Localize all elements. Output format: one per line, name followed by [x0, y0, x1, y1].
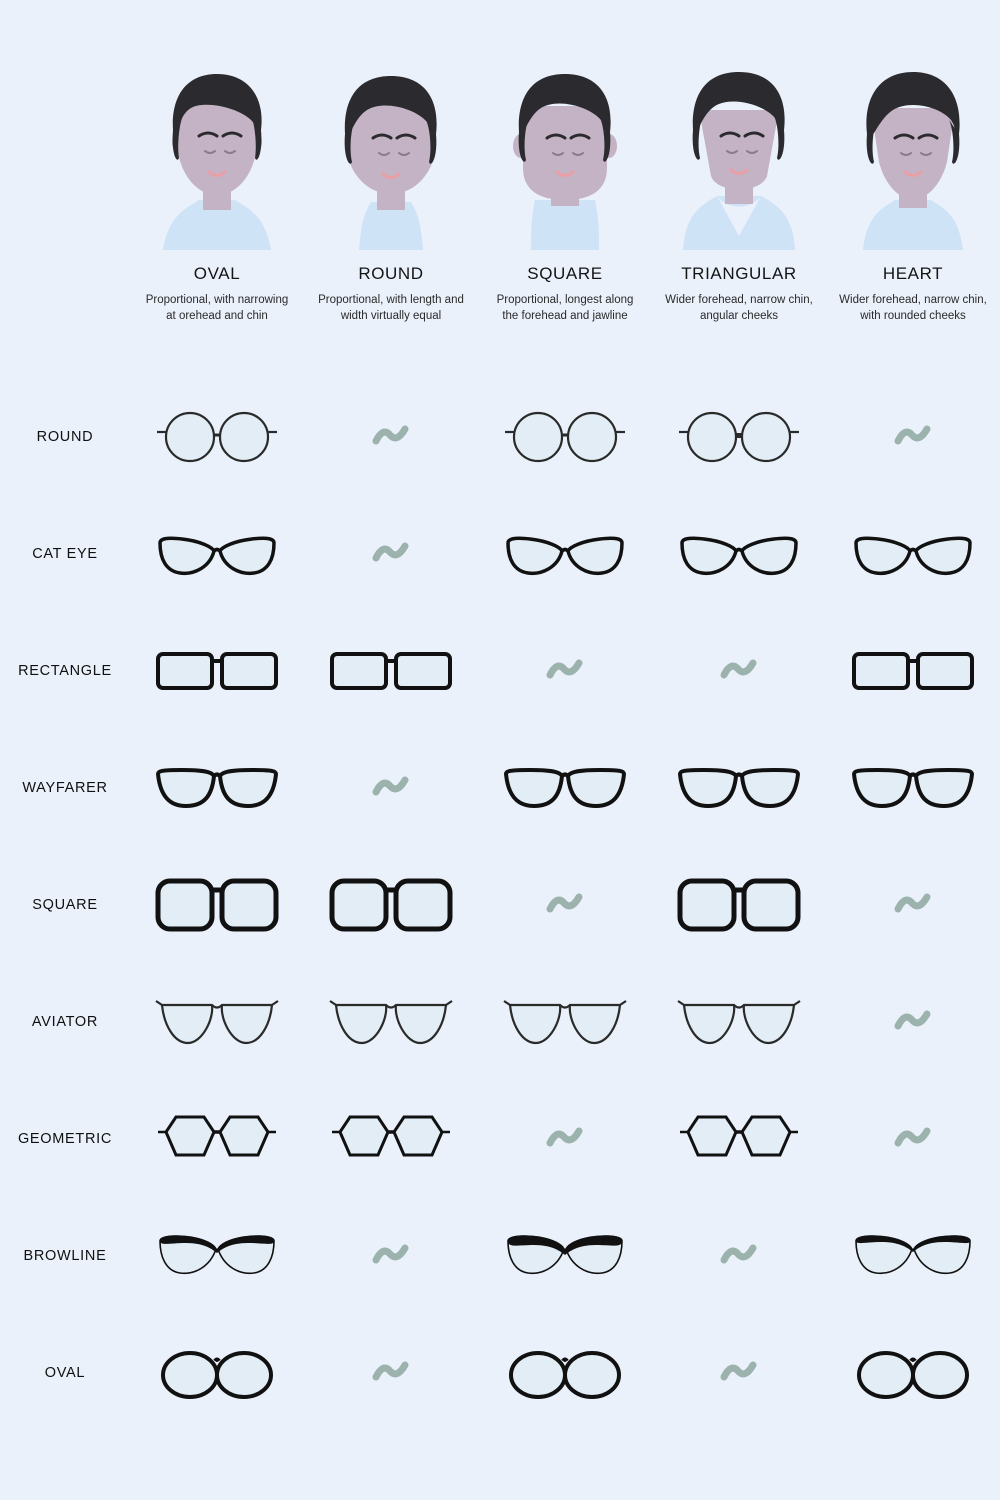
- cell-geometric-triangular: [652, 1080, 826, 1197]
- cell-oval-square: [478, 1314, 652, 1431]
- glasses-rectangle-icon: [848, 645, 978, 697]
- glasses-square-icon: [326, 874, 456, 936]
- frame-row-rectangle: [0, 612, 1000, 729]
- glasses-aviator-icon: [676, 995, 802, 1049]
- glasses-rectangle-icon: [152, 645, 282, 697]
- no-match-icon: [371, 1356, 411, 1390]
- cell-rectangle-oval: [130, 612, 304, 729]
- cell-rectangle-triangular: [652, 612, 826, 729]
- row-label: AVIATOR: [31, 1013, 99, 1030]
- no-match-icon: [893, 1122, 933, 1156]
- glasses-oval-icon: [853, 1345, 973, 1401]
- glasses-aviator-icon: [502, 995, 628, 1049]
- row-label: WAYFARER: [22, 779, 108, 796]
- no-match-icon: [545, 1122, 585, 1156]
- face-column-round: [304, 50, 478, 324]
- glasses-oval-icon: [505, 1345, 625, 1401]
- cell-round-triangular: [652, 378, 826, 495]
- row-label: BROWLINE: [23, 1247, 107, 1264]
- cell-browline-oval: [130, 1197, 304, 1314]
- cell-geometric-heart: [826, 1080, 1000, 1197]
- cell-geometric-square: [478, 1080, 652, 1197]
- no-match-icon: [893, 888, 933, 922]
- face-name: SQUARE: [527, 264, 603, 283]
- glasses-oval-icon: [157, 1345, 277, 1401]
- glasses-browline-icon: [152, 1231, 282, 1281]
- no-match-icon: [719, 1356, 759, 1390]
- cell-wayfarer-heart: [826, 729, 1000, 846]
- row-label: CAT EYE: [32, 545, 98, 562]
- frame-row-geometric: [0, 1080, 1000, 1197]
- cell-geometric-round: [304, 1080, 478, 1197]
- glasses-browline-icon: [848, 1231, 978, 1281]
- glasses-cat-eye-icon: [848, 525, 978, 583]
- face-square-icon: [495, 50, 635, 250]
- face-name: TRIANGULAR: [681, 264, 797, 283]
- cell-wayfarer-triangular: [652, 729, 826, 846]
- glasses-aviator-icon: [328, 995, 454, 1049]
- frame-row-oval: [0, 1314, 1000, 1431]
- cell-rectangle-square: [478, 612, 652, 729]
- frame-row-cat-eye: [0, 495, 1000, 612]
- no-match-icon: [371, 537, 411, 571]
- glasses-wayfarer-icon: [848, 762, 978, 814]
- glasses-cat-eye-icon: [674, 525, 804, 583]
- glasses-aviator-icon: [154, 995, 280, 1049]
- frame-row-browline: [0, 1197, 1000, 1314]
- cell-oval-triangular: [652, 1314, 826, 1431]
- cell-wayfarer-oval: [130, 729, 304, 846]
- glasses-wayfarer-icon: [500, 762, 630, 814]
- face-description: Proportional, with length and width virtually equal: [318, 294, 464, 322]
- no-match-icon: [545, 888, 585, 922]
- cell-cateye-round: [304, 495, 478, 612]
- face-round-icon: [321, 50, 461, 250]
- frame-row-round: [0, 378, 1000, 495]
- cell-square-square: [478, 846, 652, 963]
- glasses-wayfarer-icon: [674, 762, 804, 814]
- glasses-round-icon: [152, 408, 282, 466]
- cell-oval-oval: [130, 1314, 304, 1431]
- cell-round-oval: [130, 378, 304, 495]
- cell-browline-heart: [826, 1197, 1000, 1314]
- face-description: Proportional, with narrowing at orehead and chin: [145, 294, 289, 322]
- cell-browline-square: [478, 1197, 652, 1314]
- face-heart-icon: [843, 50, 983, 250]
- row-label: OVAL: [44, 1364, 86, 1381]
- no-match-icon: [893, 420, 933, 454]
- cell-aviator-oval: [130, 963, 304, 1080]
- glasses-cat-eye-icon: [152, 525, 282, 583]
- no-match-icon: [371, 1239, 411, 1273]
- face-description: Wider forehead, narrow chin, angular cheeks: [665, 294, 813, 322]
- face-column-oval: [130, 50, 304, 324]
- cell-geometric-oval: [130, 1080, 304, 1197]
- cell-rectangle-heart: [826, 612, 1000, 729]
- face-column-header: [130, 50, 1000, 324]
- cell-wayfarer-square: [478, 729, 652, 846]
- cell-oval-heart: [826, 1314, 1000, 1431]
- no-match-icon: [719, 1239, 759, 1273]
- cell-rectangle-round: [304, 612, 478, 729]
- glasses-geometric-icon: [152, 1110, 282, 1168]
- cell-round-square: [478, 378, 652, 495]
- face-name: HEART: [882, 264, 944, 283]
- cell-cateye-triangular: [652, 495, 826, 612]
- face-name: OVAL: [193, 264, 241, 283]
- cell-oval-round: [304, 1314, 478, 1431]
- glasses-square-icon: [674, 874, 804, 936]
- cell-cateye-heart: [826, 495, 1000, 612]
- glasses-square-icon: [152, 874, 282, 936]
- cell-browline-triangular: [652, 1197, 826, 1314]
- no-match-icon: [719, 654, 759, 688]
- row-label: SQUARE: [32, 896, 98, 913]
- glasses-rectangle-icon: [326, 645, 456, 697]
- face-oval-icon: [147, 50, 287, 250]
- cell-cateye-square: [478, 495, 652, 612]
- no-match-icon: [371, 771, 411, 805]
- cell-round-round: [304, 378, 478, 495]
- face-name: ROUND: [358, 264, 424, 283]
- glasses-wayfarer-icon: [152, 762, 282, 814]
- face-triangular-icon: [669, 50, 809, 250]
- face-description: Wider forehead, narrow chin, with rounded cheeks: [839, 294, 987, 322]
- cell-browline-round: [304, 1197, 478, 1314]
- face-column-square: [478, 50, 652, 324]
- row-label: ROUND: [36, 428, 94, 445]
- row-label: GEOMETRIC: [17, 1130, 113, 1147]
- frame-row-square: [0, 846, 1000, 963]
- glasses-round-icon: [674, 408, 804, 466]
- cell-wayfarer-round: [304, 729, 478, 846]
- glasses-cat-eye-icon: [500, 525, 630, 583]
- glasses-round-icon: [500, 408, 630, 466]
- cell-square-round: [304, 846, 478, 963]
- glasses-geometric-icon: [326, 1110, 456, 1168]
- cell-square-heart: [826, 846, 1000, 963]
- cell-aviator-heart: [826, 963, 1000, 1080]
- face-column-triangular: [652, 50, 826, 324]
- cell-aviator-square: [478, 963, 652, 1080]
- glasses-browline-icon: [500, 1231, 630, 1281]
- cell-round-heart: [826, 378, 1000, 495]
- no-match-icon: [371, 420, 411, 454]
- no-match-icon: [893, 1005, 933, 1039]
- frame-grid: [0, 378, 1000, 1431]
- frame-row-aviator: [0, 963, 1000, 1080]
- no-match-icon: [545, 654, 585, 688]
- face-description: Proportional, longest along the forehead and jawline: [496, 294, 634, 322]
- cell-cateye-oval: [130, 495, 304, 612]
- cell-square-oval: [130, 846, 304, 963]
- cell-aviator-triangular: [652, 963, 826, 1080]
- face-column-heart: [826, 50, 1000, 324]
- cell-aviator-round: [304, 963, 478, 1080]
- frame-row-wayfarer: [0, 729, 1000, 846]
- row-label: RECTANGLE: [18, 662, 112, 679]
- glasses-geometric-icon: [674, 1110, 804, 1168]
- cell-square-triangular: [652, 846, 826, 963]
